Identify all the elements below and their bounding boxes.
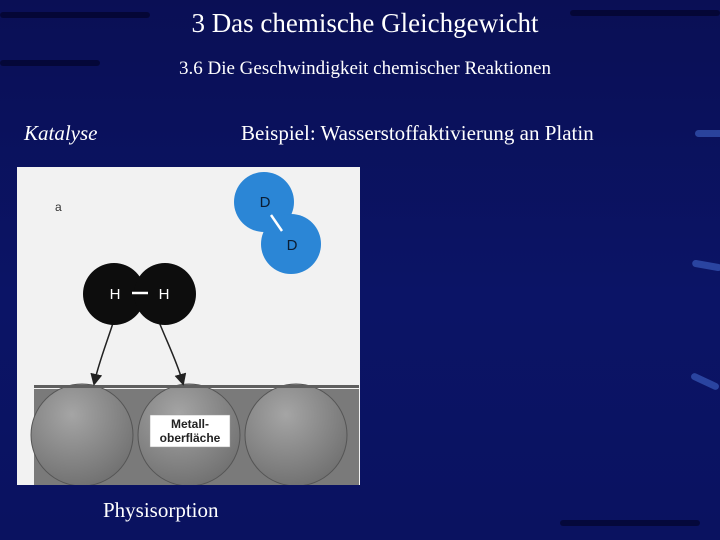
deuterium-molecule — [234, 172, 321, 274]
figure-caption: Physisorption — [103, 498, 219, 522]
hydrogen-molecule — [83, 263, 196, 325]
background-stripe — [695, 130, 720, 137]
background-stripe — [560, 520, 700, 526]
hydrogen-label: H — [109, 286, 121, 303]
figure-illustration — [17, 167, 360, 485]
hydrogen-label: H — [158, 286, 170, 303]
metal-atom — [245, 384, 347, 485]
topic-label: Katalyse — [24, 121, 98, 145]
arrow-right — [157, 317, 182, 380]
physisorption-figure — [17, 167, 360, 485]
surface-label-line1: Metall- — [170, 417, 210, 431]
surface-label-line2: oberfläche — [159, 431, 221, 445]
panel-label: a — [55, 200, 62, 214]
deuterium-label: D — [259, 194, 271, 211]
background-stripe — [692, 259, 720, 271]
slide-title: 3 Das chemische Gleichgewicht — [191, 8, 539, 38]
metal-atom — [31, 384, 133, 485]
background-stripe — [690, 372, 720, 391]
deuterium-label: D — [286, 237, 298, 254]
example-label: Beispiel: Wasserstoffaktivierung an Platin — [241, 121, 594, 145]
arrow-left — [95, 317, 115, 380]
slide-subtitle: 3.6 Die Geschwindigkeit chemischer Reaktionen — [179, 58, 551, 79]
